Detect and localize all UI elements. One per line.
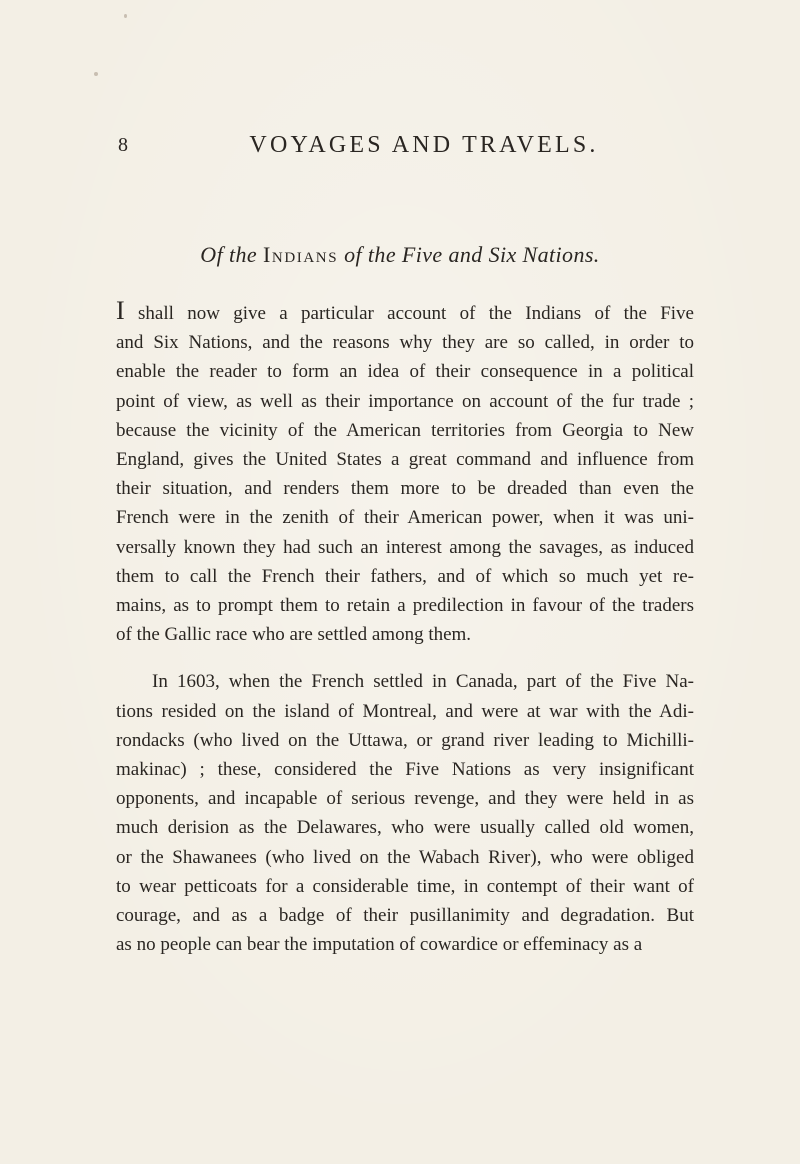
- text-line: In 1603, when the French settled in Canada, part of the Five Na-: [152, 671, 694, 693]
- text-line: of the Gallic race who are settled among them.: [116, 624, 472, 646]
- text-line: them to call the French their fathers, and of which so much yet re-: [116, 565, 694, 587]
- text-line: because the vicinity of the American territories from Georgia to New: [116, 419, 694, 441]
- text-line: courage, and as a badge of their pusillanimity and degradation. But: [116, 905, 694, 927]
- text-line: enable the reader to form an idea of their consequence in a political: [116, 361, 694, 383]
- text-line: or the Shawanees (who lived on the Wabach River), who were obliged: [116, 846, 694, 868]
- text-line: and Six Nations, and the reasons why they are so called, in order to: [116, 332, 694, 354]
- text-line: I shall now give a particular account of the Indians of the Five: [116, 296, 694, 325]
- running-title: VOYAGES AND TRAVELS.: [249, 132, 599, 158]
- text-line: mains, as to prompt them to retain a predilection in favour of the traders: [116, 595, 694, 617]
- text-line: opponents, and incapable of serious revenge, and they were held in as: [116, 788, 694, 810]
- section-title-indians: Indians: [262, 242, 339, 267]
- body-text: [116, 296, 694, 959]
- section-title-pre: Of the: [200, 242, 258, 267]
- text-line: rondacks (who lived on the Uttawa, or grand river leading to Michilli-: [116, 729, 694, 751]
- text-line: much derision as the Delawares, who were usually called old women,: [116, 817, 694, 839]
- text-line: their situation, and renders them more to be dreaded than even the: [116, 478, 694, 500]
- text-line: point of view, as well as their importance on account of the fur trade ;: [116, 390, 694, 412]
- paragraph: [116, 296, 694, 649]
- text-line: makinac) ; these, considered the Five Nations as very insignificant: [116, 759, 694, 781]
- ink-speck: [94, 72, 98, 76]
- text-line: French were in the zenith of their American power, when it was uni-: [116, 507, 694, 529]
- running-head: [0, 132, 800, 162]
- section-title: [0, 242, 800, 268]
- section-title-post: of the Five and Six Nations.: [344, 242, 600, 267]
- paragraph: [116, 667, 694, 959]
- text-line: as no people can bear the imputation of cowardice or effeminacy as a: [116, 934, 643, 956]
- text-line: tions resided on the island of Montreal, and were at war with the Adi-: [116, 700, 694, 722]
- text-line: to wear petticoats for a considerable time, in contempt of their want of: [116, 875, 694, 897]
- text-line: versally known they had such an interest among the savages, as induced: [116, 536, 694, 558]
- ink-speck: [124, 14, 127, 18]
- page-number: 8: [118, 134, 129, 156]
- text-line: England, gives the United States a great command and influence from: [116, 449, 694, 471]
